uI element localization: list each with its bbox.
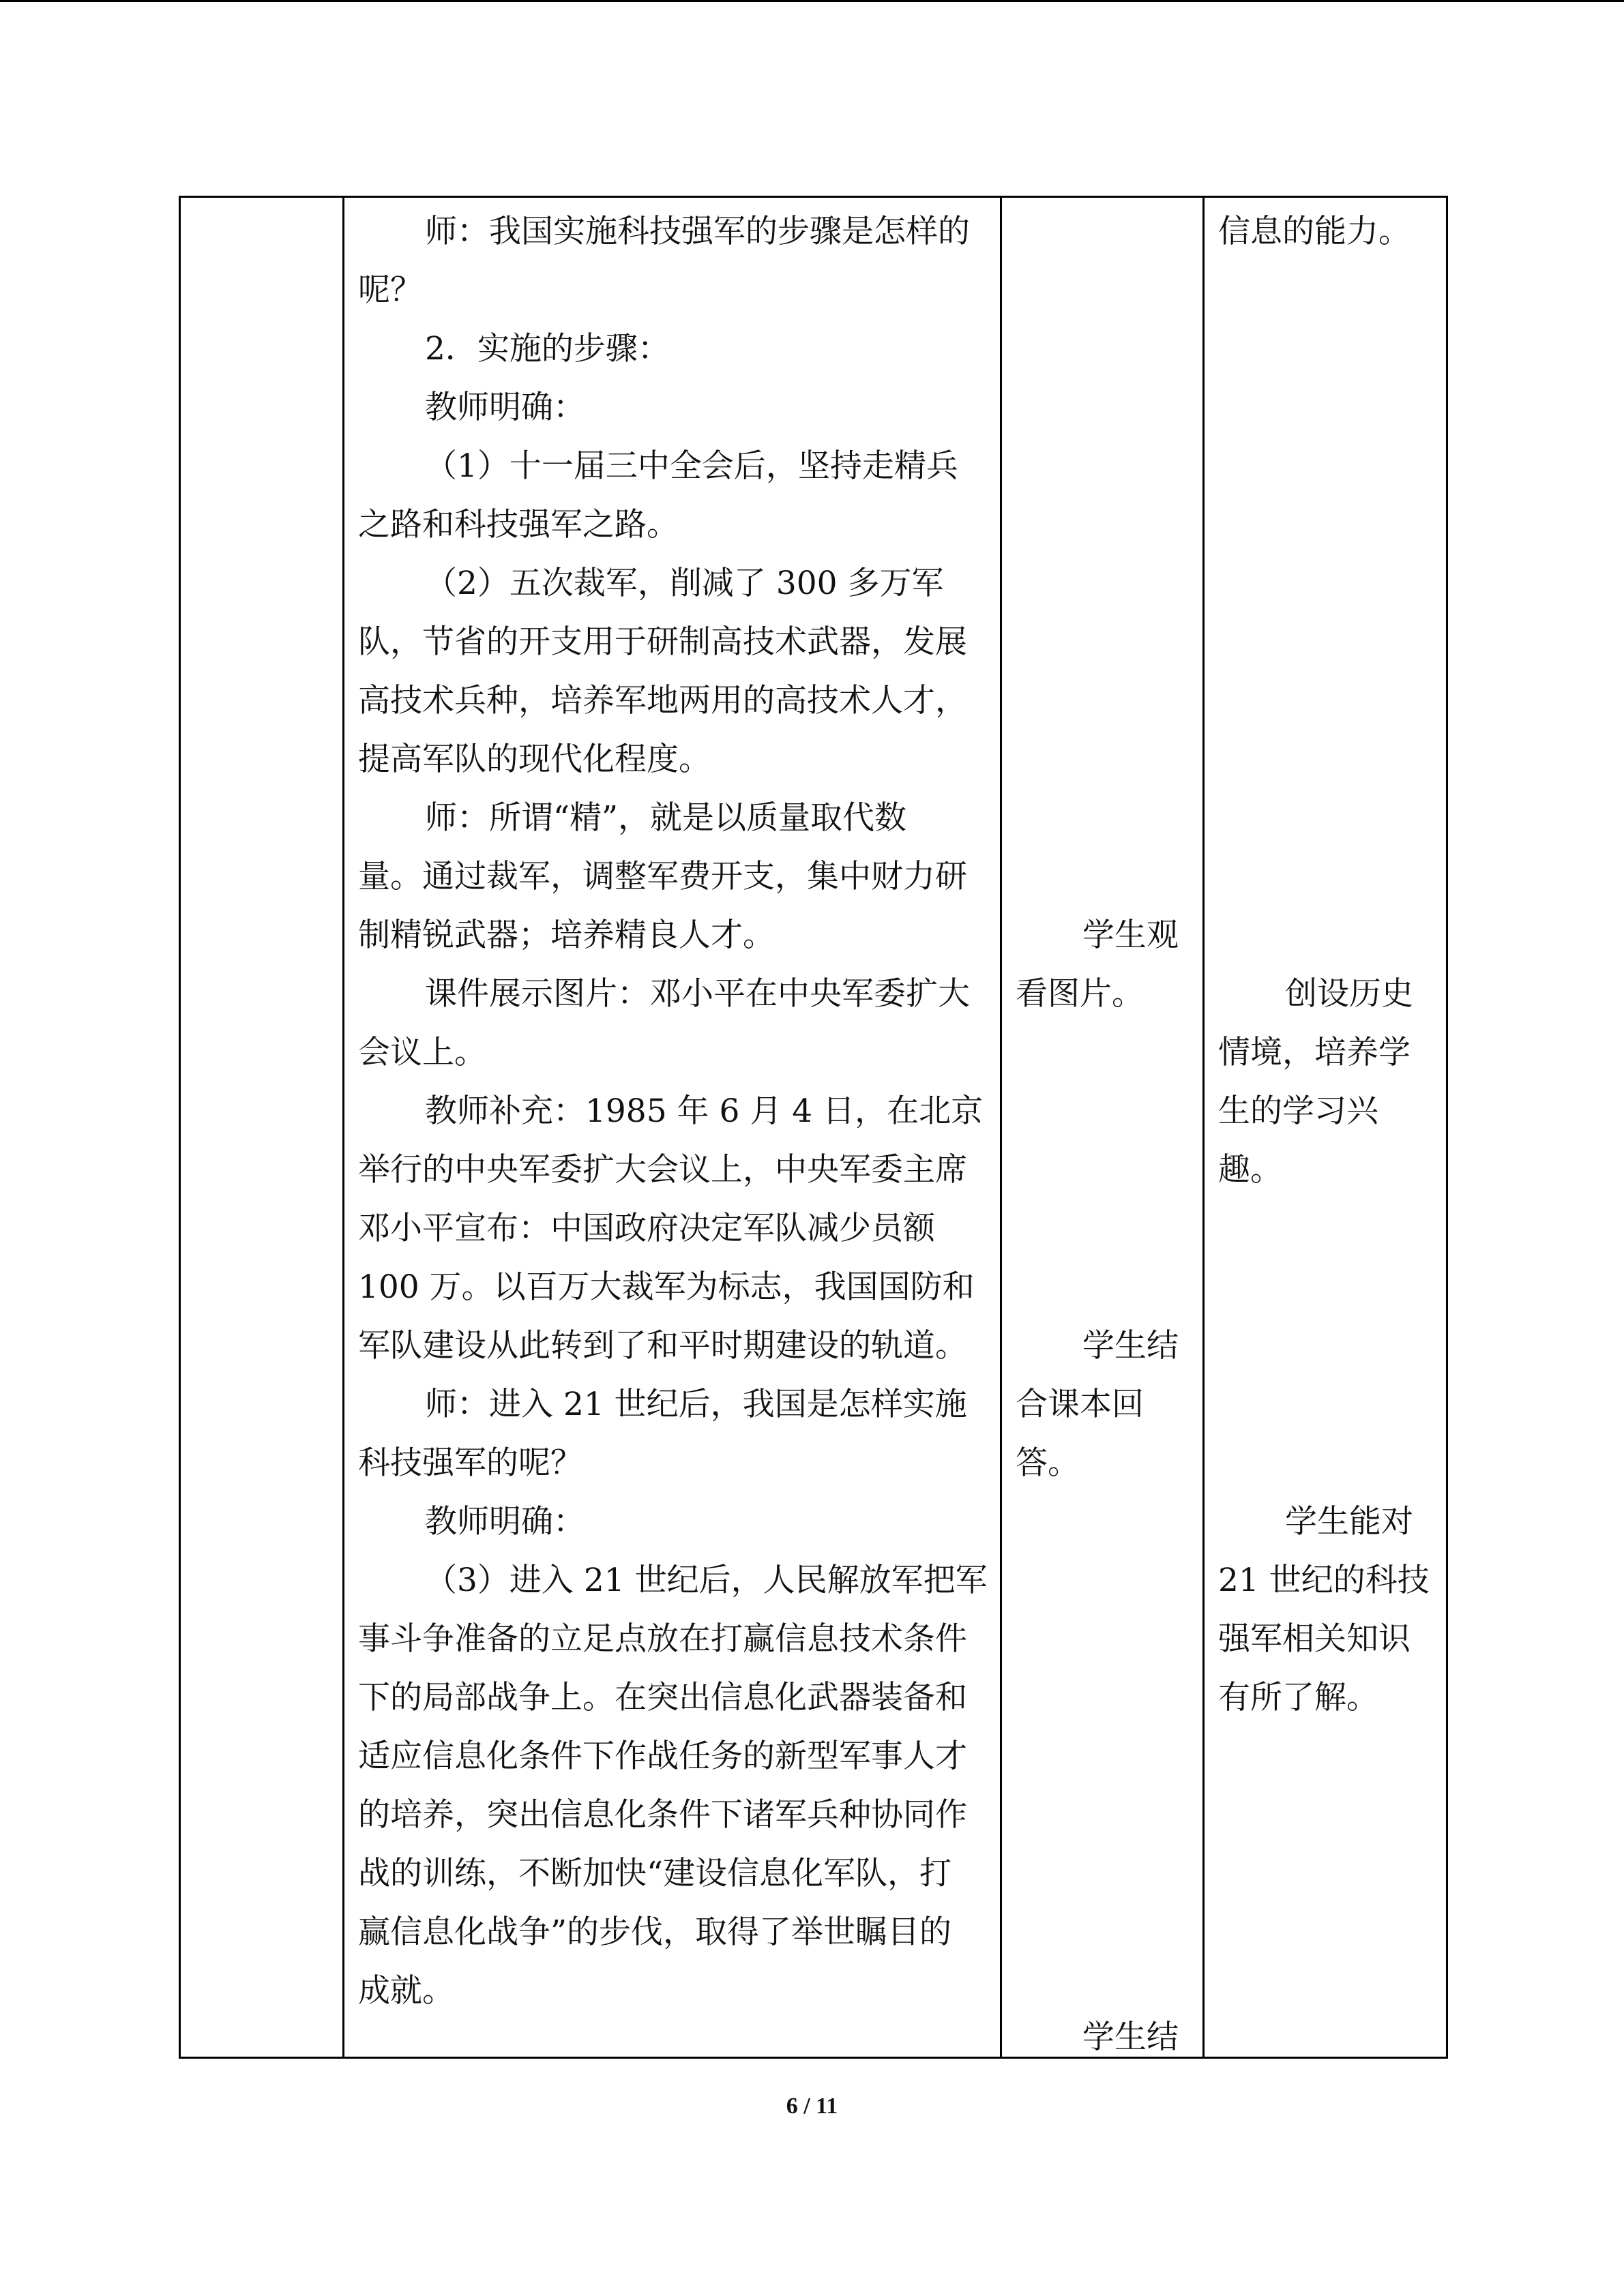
text-line: 教师补充：1985 年 6 月 4 日，在北京 xyxy=(425,1092,984,1130)
text-line: 师：所谓“精”，就是以质量取代数 xyxy=(425,799,907,837)
text-line: 21 世纪的科技 xyxy=(1218,1562,1430,1599)
text-line: 学生结 xyxy=(1082,2018,1179,2056)
text-line: 举行的中央军委扩大会议上，中央军委主席 xyxy=(358,1151,967,1189)
text-line: （1）十一届三中全会后，坚持走精兵 xyxy=(425,447,958,485)
text-line: 量。通过裁军，调整军费开支，集中财力研 xyxy=(358,858,967,895)
text-line: 创设历史 xyxy=(1285,975,1413,1013)
text-line: 有所了解。 xyxy=(1218,1679,1378,1716)
text-line: 教师明确： xyxy=(425,1503,585,1540)
text-line: （2）五次裁军，削减了 300 多万军 xyxy=(425,565,944,602)
text-line: 学生观 xyxy=(1082,916,1179,954)
text-line: 师：进入 21 世纪后，我国是怎样实施 xyxy=(425,1386,967,1423)
text-line: 100 万。以百万大裁军为标志，我国国防和 xyxy=(358,1268,975,1306)
text-line: 会议上。 xyxy=(358,1034,486,1071)
text-line: 趣。 xyxy=(1218,1151,1282,1189)
text-line: 军队建设从此转到了和平时期建设的轨道。 xyxy=(358,1327,967,1365)
text-line: 成就。 xyxy=(358,1972,454,2010)
text-line: 提高军队的现代化程度。 xyxy=(358,741,711,778)
text-line: 队，节省的开支用于研制高技术武器，发展 xyxy=(358,623,967,661)
text-line: 高技术兵种，培养军地两用的高技术人才， xyxy=(358,682,967,719)
text-line: 制精锐武器；培养精良人才。 xyxy=(358,916,775,954)
text-line: 答。 xyxy=(1016,1444,1080,1482)
text-line: 学生结 xyxy=(1082,1327,1179,1365)
teacher-activity-cell xyxy=(344,197,1001,2058)
text-line: 邓小平宣布：中国政府决定军队减少员额 xyxy=(358,1210,935,1247)
text-line: 呢？ xyxy=(358,271,422,309)
text-line: 合课本回 xyxy=(1016,1386,1144,1423)
page-number: 6 / 11 xyxy=(786,2093,838,2119)
text-line: 事斗争准备的立足点放在打赢信息技术条件 xyxy=(358,1620,967,1658)
text-line: 情境，培养学 xyxy=(1218,1034,1411,1071)
column-1-cell xyxy=(180,197,344,2058)
text-line: 信息的能力。 xyxy=(1218,213,1411,250)
text-line: 课件展示图片：邓小平在中央军委扩大 xyxy=(425,975,970,1013)
text-line: 科技强军的呢？ xyxy=(358,1444,582,1482)
text-line: 学生能对 xyxy=(1285,1503,1413,1540)
text-line: （3）进入 21 世纪后，人民解放军把军 xyxy=(425,1562,988,1599)
text-line: 师：我国实施科技强军的步骤是怎样的 xyxy=(425,213,970,250)
design-intent-cell xyxy=(1204,197,1447,2058)
text-line: 适应信息化条件下作战任务的新型军事人才 xyxy=(358,1738,967,1775)
text-line: 强军相关知识 xyxy=(1218,1620,1411,1658)
top-border-line xyxy=(0,0,1624,2)
student-activity-cell xyxy=(1001,197,1204,2058)
text-line: 战的训练，不断加快“建设信息化军队，打 xyxy=(358,1855,952,1892)
text-line: 生的学习兴 xyxy=(1218,1092,1378,1130)
text-line: 的培养，突出信息化条件下诸军兵种协同作 xyxy=(358,1796,967,1834)
text-line: 赢信息化战争”的步伐，取得了举世瞩目的 xyxy=(358,1913,952,1951)
text-line: 2．实施的步骤： xyxy=(425,330,670,368)
text-line: 下的局部战争上。在突出信息化武器装备和 xyxy=(358,1679,967,1716)
lesson-plan-table xyxy=(179,196,1448,2059)
text-line: 之路和科技强军之路。 xyxy=(358,506,679,543)
table-row xyxy=(180,197,1447,2058)
text-line: 看图片。 xyxy=(1016,975,1144,1013)
text-line: 教师明确： xyxy=(425,389,585,426)
